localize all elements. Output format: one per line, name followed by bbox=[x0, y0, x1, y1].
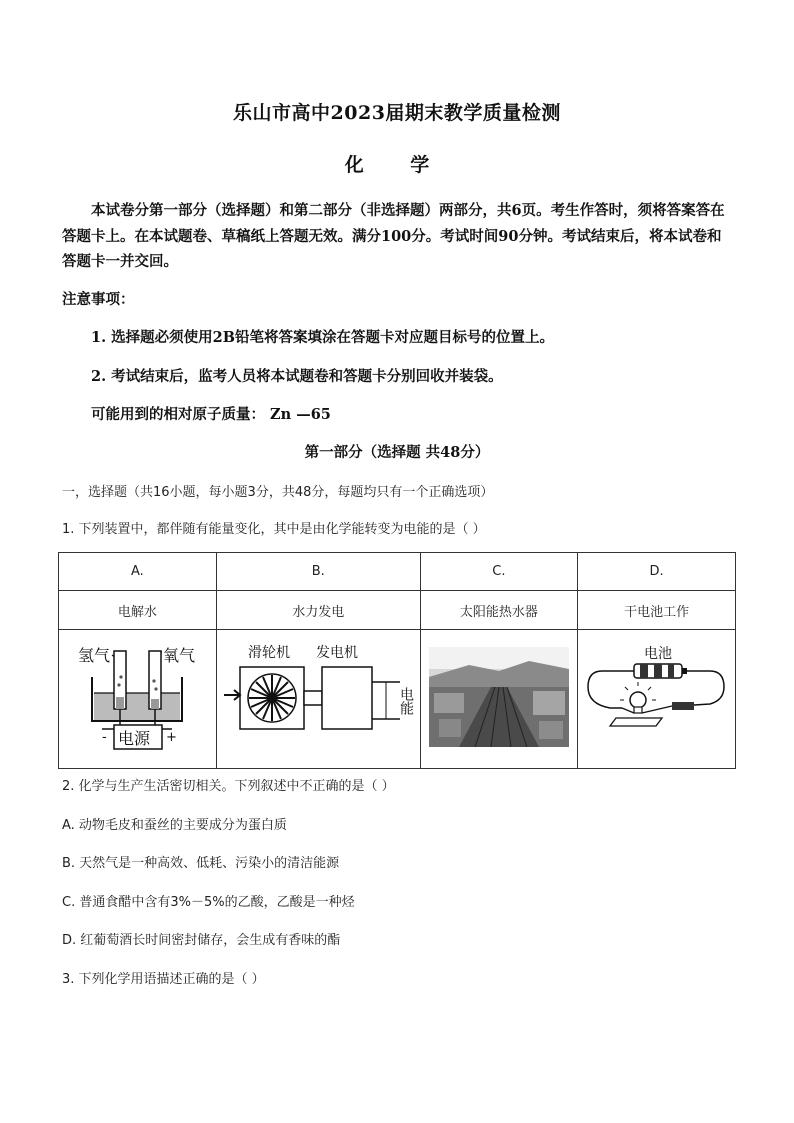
part-heading: 第一部分（选择题 共48分） bbox=[304, 444, 490, 461]
question-2-stem: 2. 化学与生产生活密切相关。下列叙述中不正确的是（ ） bbox=[62, 779, 395, 794]
option-letter: B. bbox=[216, 553, 420, 591]
generator-label: 发电机 bbox=[316, 645, 359, 661]
option-label: 水力发电 bbox=[216, 591, 420, 630]
question-2-option: D. 红葡萄酒长时间密封储存，会生成有香味的酯 bbox=[62, 933, 341, 948]
notes-heading: 注意事项： bbox=[62, 291, 135, 308]
question-1-stem: 1. 下列装置中，都伴随有能量变化，其中是由化学能转变为电能的是（ ） bbox=[62, 522, 486, 537]
question-2-option: C. 普通食醋中含有3%－5%的乙酸，乙酸是一种烃 bbox=[62, 895, 355, 910]
section-instruction: 一，选择题（共16小题，每小题3分，共48分，每题均只有一个正确选项） bbox=[62, 485, 494, 500]
turbine-icon bbox=[248, 674, 296, 722]
light-bulb-icon bbox=[620, 682, 656, 713]
question-3-stem: 3. 下列化学用语描述正确的是（ ） bbox=[62, 972, 265, 987]
oxygen-label: 氧气 bbox=[163, 646, 196, 665]
figure-cell-b bbox=[216, 630, 420, 769]
option-letter: C. bbox=[420, 553, 578, 591]
pulley-label: 滑轮机 bbox=[248, 645, 291, 661]
battery-icon bbox=[634, 664, 687, 678]
minus-sign: - bbox=[102, 730, 108, 745]
note-item: 1. 选择题必须使用2B铅笔将答案填涂在答题卡对应题目标号的位置上。 bbox=[91, 329, 555, 346]
note-item: 2. 考试结束后，监考人员将本试题卷和答题卡分别回收并装袋。 bbox=[91, 368, 503, 385]
option-label: 太阳能热水器 bbox=[420, 591, 578, 630]
electric-energy-label: 电能 bbox=[398, 687, 415, 715]
figure-cell-a bbox=[59, 630, 217, 769]
question-1-options-table bbox=[58, 552, 736, 769]
option-letter: D. bbox=[578, 553, 736, 591]
power-source-label: 电源 bbox=[118, 729, 151, 748]
hydrogen-label: 氢气 bbox=[78, 646, 111, 665]
plus-sign: + bbox=[166, 730, 178, 745]
hydropower-figure bbox=[220, 637, 416, 757]
option-label: 电解水 bbox=[59, 591, 217, 630]
atomic-mass-line: 可能用到的相对原子质量： Zn —65 bbox=[91, 406, 331, 423]
question-2-option: B. 天然气是一种高效、低耗、污染小的清洁能源 bbox=[62, 856, 340, 871]
option-label: 干电池工作 bbox=[578, 591, 736, 630]
figure-cell-d bbox=[578, 630, 736, 769]
solar-heater-photo bbox=[429, 647, 569, 747]
electrolysis-figure bbox=[62, 637, 212, 757]
dry-cell-figure bbox=[582, 642, 732, 752]
exam-intro: 本试卷分第一部分（选择题）和第二部分（非选择题）两部分，共6页。考生作答时，须将答案答在答题卡上。在本试题卷、草稿纸上答题无效。满分100分。考试时间90分钟。考试结束后，将本试卷和答题卡一并交回。 bbox=[62, 202, 725, 270]
figure-cell-c bbox=[420, 630, 578, 769]
exam-title: 乐山市高中2023届期末教学质量检测 bbox=[233, 102, 561, 124]
battery-label: 电池 bbox=[643, 646, 672, 662]
subject-heading: 化 学 bbox=[344, 154, 450, 176]
option-letter: A. bbox=[59, 553, 217, 591]
question-2-option: A. 动物毛皮和蚕丝的主要成分为蛋白质 bbox=[62, 818, 287, 833]
